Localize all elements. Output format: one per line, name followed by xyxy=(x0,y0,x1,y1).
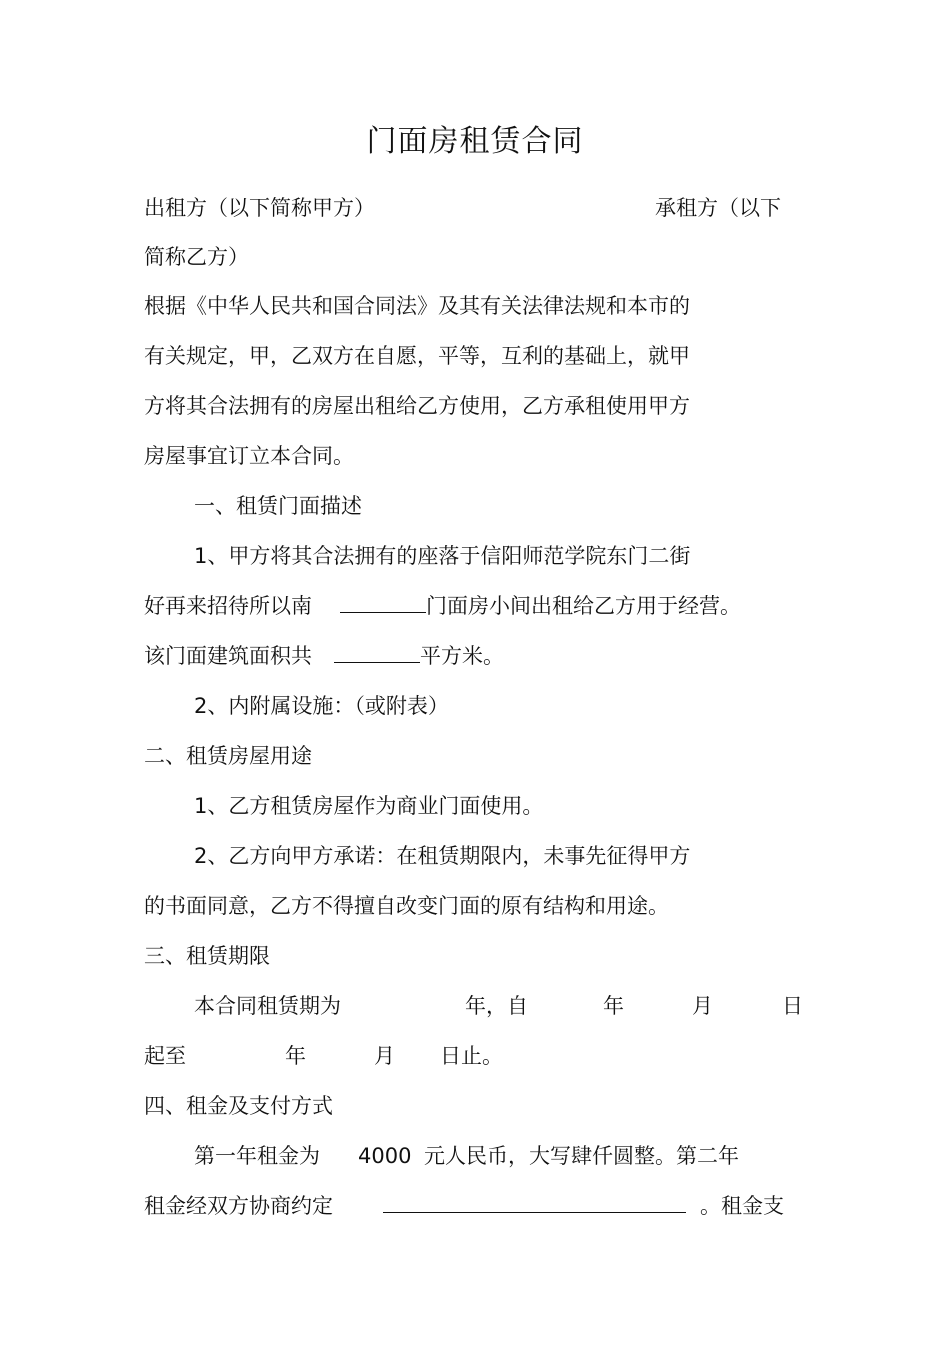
area-text: 该门面建筑面积共 xyxy=(144,644,312,668)
rent-amount-words: 元人民币，大写肆仟圆整。第二年 xyxy=(424,1144,739,1168)
intro-line-3: 方将其合法拥有的房屋出租给乙方使用，乙方承租使用甲方 xyxy=(144,394,690,418)
section1-item1-line2 xyxy=(144,592,741,620)
lessor-label: 出租方（以下简称甲方） xyxy=(144,196,375,220)
location-blank[interactable] xyxy=(340,592,426,613)
section4-heading: 四、租金及支付方式 xyxy=(144,1094,333,1118)
area-blank[interactable] xyxy=(334,642,420,663)
end-day: 日止。 xyxy=(440,1044,503,1068)
intro-line-2: 有关规定，甲，乙双方在自愿，平等，互利的基础上，就甲 xyxy=(144,344,690,368)
intro-line-4: 房屋事宜订立本合同。 xyxy=(144,444,354,468)
lessee-label-part1: 承租方（以下 xyxy=(655,196,781,220)
start-year: 年 xyxy=(603,994,624,1018)
rent-second-year-label: 租金经双方协商约定 xyxy=(144,1194,333,1218)
section1-item2: 2、内附属设施：（或附表） xyxy=(194,694,449,718)
lease-term-year: 年，自 xyxy=(465,994,528,1018)
section2-item2-line1: 2、乙方向甲方承诺：在租赁期限内，未事先征得甲方 xyxy=(194,844,691,868)
document-title: 门面房租赁合同 xyxy=(366,124,584,159)
usage-text: 门面房小间出租给乙方用于经营。 xyxy=(426,594,741,618)
section2-item2-line2: 的书面同意，乙方不得擅自改变门面的原有结构和用途。 xyxy=(144,894,669,918)
rent-payment-text: 。租金支 xyxy=(700,1194,784,1218)
rent-first-year-label: 第一年租金为 xyxy=(194,1144,320,1168)
rent-second-year-blank[interactable] xyxy=(383,1192,686,1213)
location-text: 好再来招待所以南 xyxy=(144,594,312,618)
area-unit: 平方米。 xyxy=(420,644,504,668)
intro-line-1: 根据《中华人民共和国合同法》及其有关法律法规和本市的 xyxy=(144,294,690,318)
lessee-label-part2: 简称乙方） xyxy=(144,245,249,269)
lease-term-text: 本合同租赁期为 xyxy=(194,994,341,1018)
section2-heading: 二、租赁房屋用途 xyxy=(144,744,312,768)
rent-amount: 4000 xyxy=(358,1144,412,1168)
section1-heading: 一、租赁门面描述 xyxy=(194,494,362,518)
end-month: 月 xyxy=(374,1044,395,1068)
end-date-text: 起至 xyxy=(144,1044,186,1068)
section3-heading: 三、租赁期限 xyxy=(144,944,270,968)
end-year: 年 xyxy=(285,1044,306,1068)
start-month: 月 xyxy=(692,994,713,1018)
rent-second-year-blank-wrap xyxy=(383,1192,686,1220)
section1-item1-line1: 1、甲方将其合法拥有的座落于信阳师范学院东门二街 xyxy=(194,544,691,568)
start-day: 日 xyxy=(782,994,803,1018)
section1-item1-line3 xyxy=(144,642,504,670)
section2-item1: 1、乙方租赁房屋作为商业门面使用。 xyxy=(194,794,544,818)
